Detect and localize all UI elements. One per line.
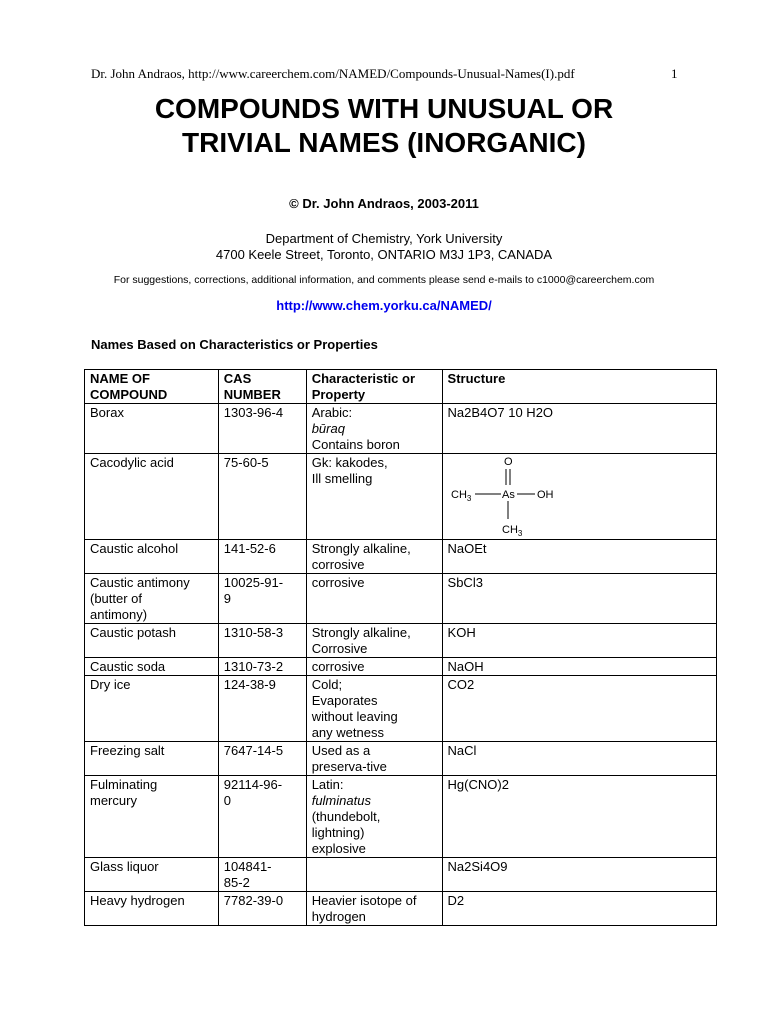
property-cell — [306, 404, 442, 454]
property-text: Latin: — [311, 777, 344, 792]
page-header-citation: Dr. John Andraos, http://www.careerchem.com/NAMED/Compounds-Unusual-Names(I).pdf — [91, 66, 575, 81]
cas-number: 141-52-6 — [223, 541, 276, 556]
cas-number: 10025-91- — [223, 575, 284, 590]
header-structure: Structure — [442, 370, 716, 404]
property-cell — [306, 676, 442, 742]
table-row — [85, 858, 717, 892]
cas-number: 7782-39-0 — [223, 893, 284, 908]
compound-name-cell — [85, 624, 219, 658]
compound-name: Caustic soda — [90, 659, 166, 674]
compound-name: Glass liquor — [90, 859, 159, 874]
structure-formula: Na2Si4O9 — [447, 859, 508, 874]
property-text: Corrosive — [311, 641, 368, 656]
cas-number: 104841- — [223, 859, 272, 874]
structure-formula: CO2 — [447, 677, 475, 692]
structure-cell — [442, 540, 716, 574]
table-row — [85, 742, 717, 776]
structure-formula: SbCl3 — [447, 575, 483, 590]
compound-name-cell — [85, 658, 219, 676]
structure-cell — [442, 776, 716, 858]
structure-cell — [442, 624, 716, 658]
compound-name: mercury — [90, 793, 137, 808]
title-line-2: TRIVIAL NAMES (INORGANIC) — [182, 127, 586, 158]
cas-number-cell — [218, 454, 306, 540]
property-text: corrosive — [311, 575, 365, 590]
compound-name: Fulminating — [90, 777, 158, 792]
table-row — [85, 776, 717, 858]
suggestions-line: For suggestions, corrections, additional information, and comments please send e-mails to c1000@careerchem.com — [113, 274, 655, 286]
table-row — [85, 624, 717, 658]
cas-number: 75-60-5 — [223, 455, 269, 470]
website-link[interactable]: http://www.chem.yorku.ca/NAMED/ — [276, 298, 492, 313]
cacodylic-acid-structure — [445, 453, 585, 539]
cas-number: 0 — [223, 793, 232, 808]
cas-number: 85-2 — [223, 875, 250, 890]
property-cell — [306, 624, 442, 658]
compound-name-cell — [85, 892, 219, 926]
table-header-row — [85, 370, 717, 404]
header-property — [306, 370, 442, 404]
property-text: Strongly alkaline, — [311, 625, 411, 640]
compound-name-cell — [85, 404, 219, 454]
property-text: any wetness — [311, 725, 384, 740]
copyright-line: © Dr. John Andraos, 2003-2011 — [289, 196, 479, 211]
cas-number: 1310-73-2 — [223, 659, 284, 674]
structure-cell — [442, 454, 716, 540]
cas-number: 9 — [223, 591, 232, 606]
compound-name: (butter of — [90, 591, 143, 606]
cas-number: 92114-96- — [223, 777, 283, 792]
header-name-line-1: NAME OF — [90, 371, 150, 386]
structure-cell — [442, 742, 716, 776]
cas-number-cell — [218, 742, 306, 776]
header-cas-line-2: NUMBER — [223, 387, 281, 402]
property-cell — [306, 858, 442, 892]
property-text: corrosive — [311, 659, 365, 674]
oxygen-atom: O — [503, 456, 513, 468]
methyl-group-bottom: $CH_3$ — [501, 524, 522, 538]
header-name — [85, 370, 219, 404]
property-text: explosive — [311, 841, 366, 856]
table-row — [85, 676, 717, 742]
structure-formula: D2 — [447, 893, 465, 908]
cas-number-cell — [218, 776, 306, 858]
title-line-1: COMPOUNDS WITH UNUSUAL OR — [154, 93, 614, 124]
structure-cell — [442, 574, 716, 624]
address-line: 4700 Keele Street, Toronto, ONTARIO M3J 1P3, CANADA — [215, 247, 553, 262]
table-row — [85, 540, 717, 574]
property-cell — [306, 742, 442, 776]
compound-name: antimony) — [90, 607, 148, 622]
property-text: Used as a — [311, 743, 371, 758]
cas-number: 1310-58-3 — [223, 625, 284, 640]
table-body — [85, 404, 717, 926]
header-property-line-2: Property — [311, 387, 366, 402]
compound-name-cell — [85, 574, 219, 624]
structure-formula: Na2B4O7 10 H2O — [447, 405, 554, 420]
structure-formula: NaOEt — [447, 541, 487, 556]
compounds-table — [84, 369, 717, 926]
property-cell — [306, 658, 442, 676]
cas-number-cell — [218, 676, 306, 742]
compound-name: Caustic antimony — [90, 575, 190, 590]
property-text: corrosive — [311, 557, 365, 572]
property-text: Cold; — [311, 677, 343, 692]
property-cell — [306, 454, 442, 540]
table-row — [85, 454, 717, 540]
hydroxyl-group: OH — [536, 489, 554, 501]
property-cell — [306, 574, 442, 624]
compound-name-cell — [85, 454, 219, 540]
cas-number-cell — [218, 574, 306, 624]
property-cell — [306, 892, 442, 926]
table-row — [85, 892, 717, 926]
property-text: Heavier isotope of — [311, 893, 417, 908]
property-text: Evaporates — [311, 693, 378, 708]
property-text: Arabic: — [311, 405, 353, 420]
section-title: Names Based on Characteristics or Properties — [91, 337, 378, 352]
compound-name: Cacodylic acid — [90, 455, 174, 470]
property-cell — [306, 776, 442, 858]
structure-formula: Hg(CNO)2 — [447, 777, 509, 792]
compound-name-cell — [85, 776, 219, 858]
property-text: fulminatus — [311, 793, 371, 808]
arsenic-atom: As — [501, 489, 515, 501]
structure-cell — [442, 858, 716, 892]
property-text: Gk: kakodes, — [311, 455, 388, 470]
header-cas-line-1: CAS — [223, 371, 252, 386]
cas-number: 7647-14-5 — [223, 743, 284, 758]
property-cell — [306, 540, 442, 574]
page-number: 1 — [671, 66, 678, 81]
property-text: Ill smelling — [311, 471, 373, 486]
structure-cell — [442, 658, 716, 676]
cas-number-cell — [218, 404, 306, 454]
cas-number-cell — [218, 858, 306, 892]
compound-name: Freezing salt — [90, 743, 165, 758]
methyl-group-left: $CH_3$ — [450, 489, 471, 503]
compound-name: Caustic alcohol — [90, 541, 179, 556]
property-text: without leaving — [311, 709, 398, 724]
cas-number-cell — [218, 624, 306, 658]
structure-cell — [442, 892, 716, 926]
structure-cell — [442, 676, 716, 742]
header-property-line-1: Characteristic or — [311, 371, 416, 386]
header-name-line-2: COMPOUND — [90, 387, 168, 402]
structure-formula: KOH — [447, 625, 476, 640]
compound-name-cell — [85, 676, 219, 742]
table-row — [85, 574, 717, 624]
property-text: (thundebolt, — [311, 809, 381, 824]
compound-name-cell — [85, 858, 219, 892]
property-text: būraq — [311, 421, 345, 436]
property-text: lightning) — [311, 825, 365, 840]
property-text: Strongly alkaline, — [311, 541, 411, 556]
structure-formula: NaOH — [447, 659, 484, 674]
structure-formula: NaCl — [447, 743, 477, 758]
header-cas — [218, 370, 306, 404]
compound-name-cell — [85, 742, 219, 776]
cas-number: 1303-96-4 — [223, 405, 284, 420]
cas-number-cell — [218, 658, 306, 676]
compound-name: Heavy hydrogen — [90, 893, 185, 908]
document-title — [0, 92, 768, 160]
cas-number-cell — [218, 540, 306, 574]
property-text: hydrogen — [311, 909, 366, 924]
table-row — [85, 404, 717, 454]
department-line: Department of Chemistry, York University — [265, 231, 503, 246]
table-row — [85, 658, 717, 676]
compound-name: Caustic potash — [90, 625, 176, 640]
cas-number: 124-38-9 — [223, 677, 276, 692]
compound-name: Dry ice — [90, 677, 131, 692]
cas-number-cell — [218, 892, 306, 926]
structure-cell — [442, 404, 716, 454]
compound-name: Borax — [90, 405, 124, 420]
property-text: preserva-tive — [311, 759, 387, 774]
property-text: Contains boron — [311, 437, 400, 452]
compound-name-cell — [85, 540, 219, 574]
